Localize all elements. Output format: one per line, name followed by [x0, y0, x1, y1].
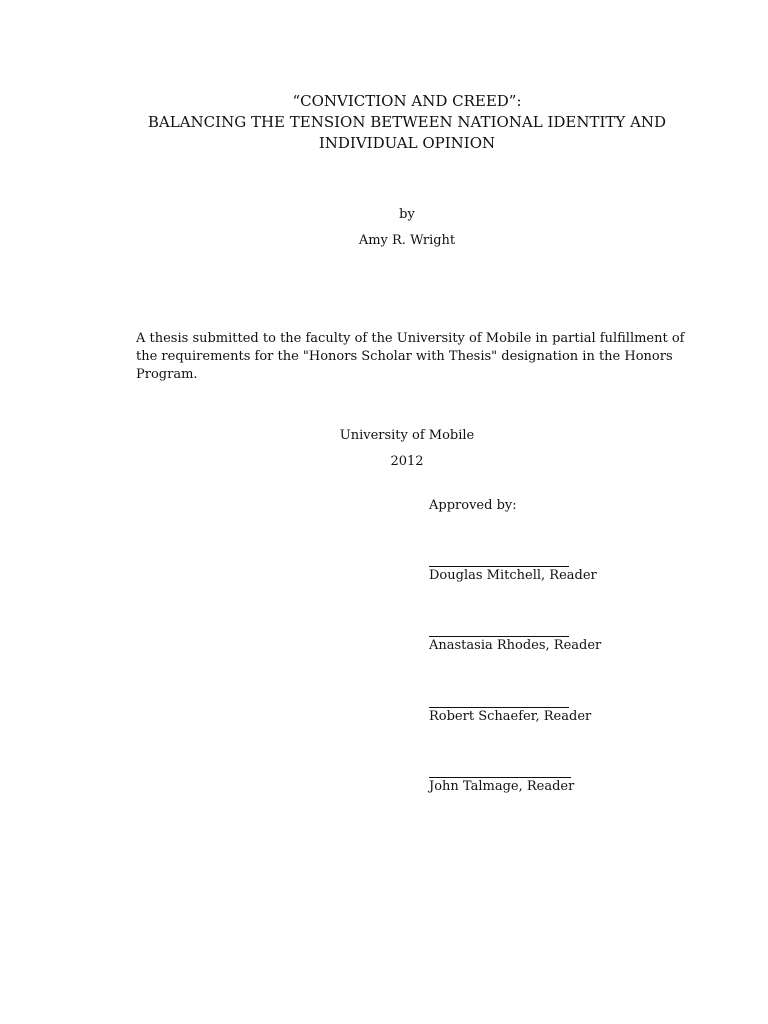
reader-name-2: Anastasia Rhodes, Reader	[429, 638, 602, 653]
byline-by: by	[399, 207, 415, 222]
author-name: Amy R. Wright	[358, 233, 456, 248]
institution-year: 2012	[390, 454, 424, 469]
statement-line-3: Program.	[136, 367, 198, 382]
reader-name-3: Robert Schaefer, Reader	[429, 709, 592, 724]
submission-statement	[136, 330, 685, 384]
reader-name-1: Douglas Mitchell, Reader	[429, 568, 597, 583]
approved-by-heading: Approved by:	[429, 498, 517, 513]
statement-line-2: the requirements for the "Honors Scholar with Thesis" designation in the Honors	[136, 349, 673, 364]
title-line-3: INDIVIDUAL OPINION	[318, 134, 496, 152]
institution-name: University of Mobile	[339, 428, 475, 443]
reader-name-4: John Talmage, Reader	[429, 779, 575, 794]
statement-line-1: A thesis submitted to the faculty of the University of Mobile in partial fulfillment of	[136, 331, 685, 346]
title-line-2: BALANCING THE TENSION BETWEEN NATIONAL IDENTITY AND	[147, 113, 667, 131]
title-line-1: “CONVICTION AND CREED”:	[292, 92, 522, 110]
